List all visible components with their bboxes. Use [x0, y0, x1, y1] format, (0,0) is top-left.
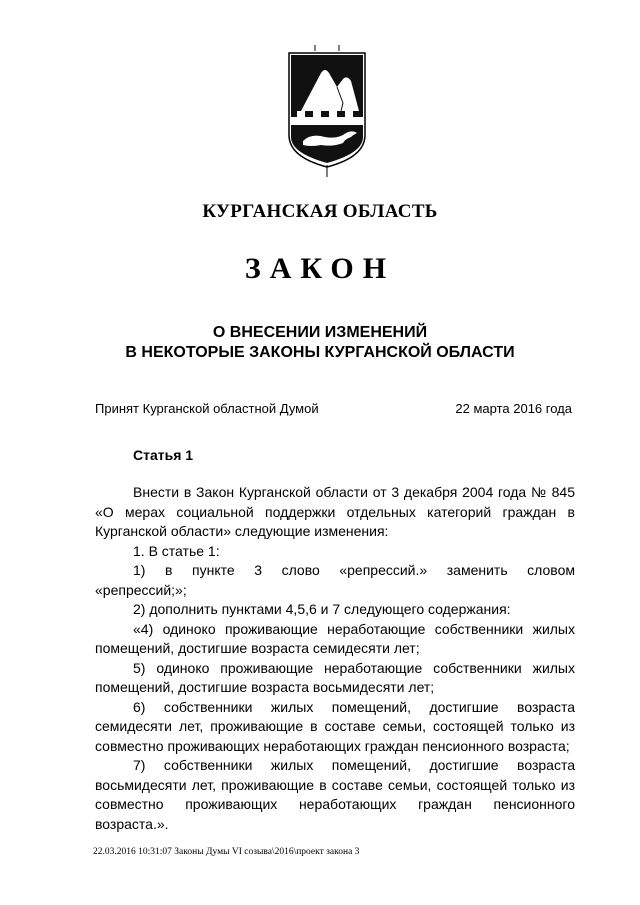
- point-4: «4) одиноко проживающие неработающие собственники жилых помещений, достигшие возраста семидесяти лет;: [95, 620, 575, 656]
- point-6: 6) собственники жилых помещений, достигшие возраста семидесяти лет, проживающие в составе семьи, состоящей только из совместно проживающих неработающих граждан пенсионного возраста;: [95, 698, 575, 754]
- law-subject: [0, 323, 640, 363]
- subject-line-1: О ВНЕСЕНИИ ИЗМЕНЕНИЙ: [212, 324, 428, 341]
- region-title: КУРГАНСКАЯ ОБЛАСТЬ: [202, 201, 438, 222]
- adoption-date: 22 марта 2016 года: [455, 401, 572, 416]
- point-7: 7) собственники жилых помещений, достигшие возраста восьмидесяти лет, проживающие в составе семьи, состоящей только из совместно проживающих неработающих граждан пенсионного возраста.».: [95, 757, 575, 832]
- article-title: Статья 1: [133, 447, 194, 463]
- coat-of-arms-icon: [285, 45, 369, 177]
- item-1: 1. В статье 1:: [133, 542, 220, 559]
- point-5: 5) одиноко проживающие неработающие собственники жилых помещений, достигшие возраста восьмидесяти лет;: [95, 659, 575, 695]
- file-stamp: 22.03.2016 10:31:07 Законы Думы VI созыва\2016\проект закона 3: [93, 847, 360, 857]
- adopted-by: Принят Курганской областной Думой: [95, 401, 319, 416]
- document-type: ЗАКОН: [244, 252, 396, 285]
- item-1-1-continued: «репрессий;»;: [95, 581, 187, 598]
- subject-line-2: В НЕКОТОРЫЕ ЗАКОНЫ КУРГАНСКОЙ ОБЛАСТИ: [125, 344, 515, 361]
- item-1-2: 2) дополнить пунктами 4,5,6 и 7 следующего содержания:: [133, 601, 511, 617]
- article-body: [95, 483, 575, 834]
- item-1-1: 1) в пункте 3 слово «репрессий.» заменить словом: [133, 562, 575, 578]
- article-intro: Внести в Закон Курганской области от 3 декабря 2004 года № 845 «О мерах социальной поддержки отдельных категорий граждан в Курганской области» следующие изменения:: [95, 484, 575, 539]
